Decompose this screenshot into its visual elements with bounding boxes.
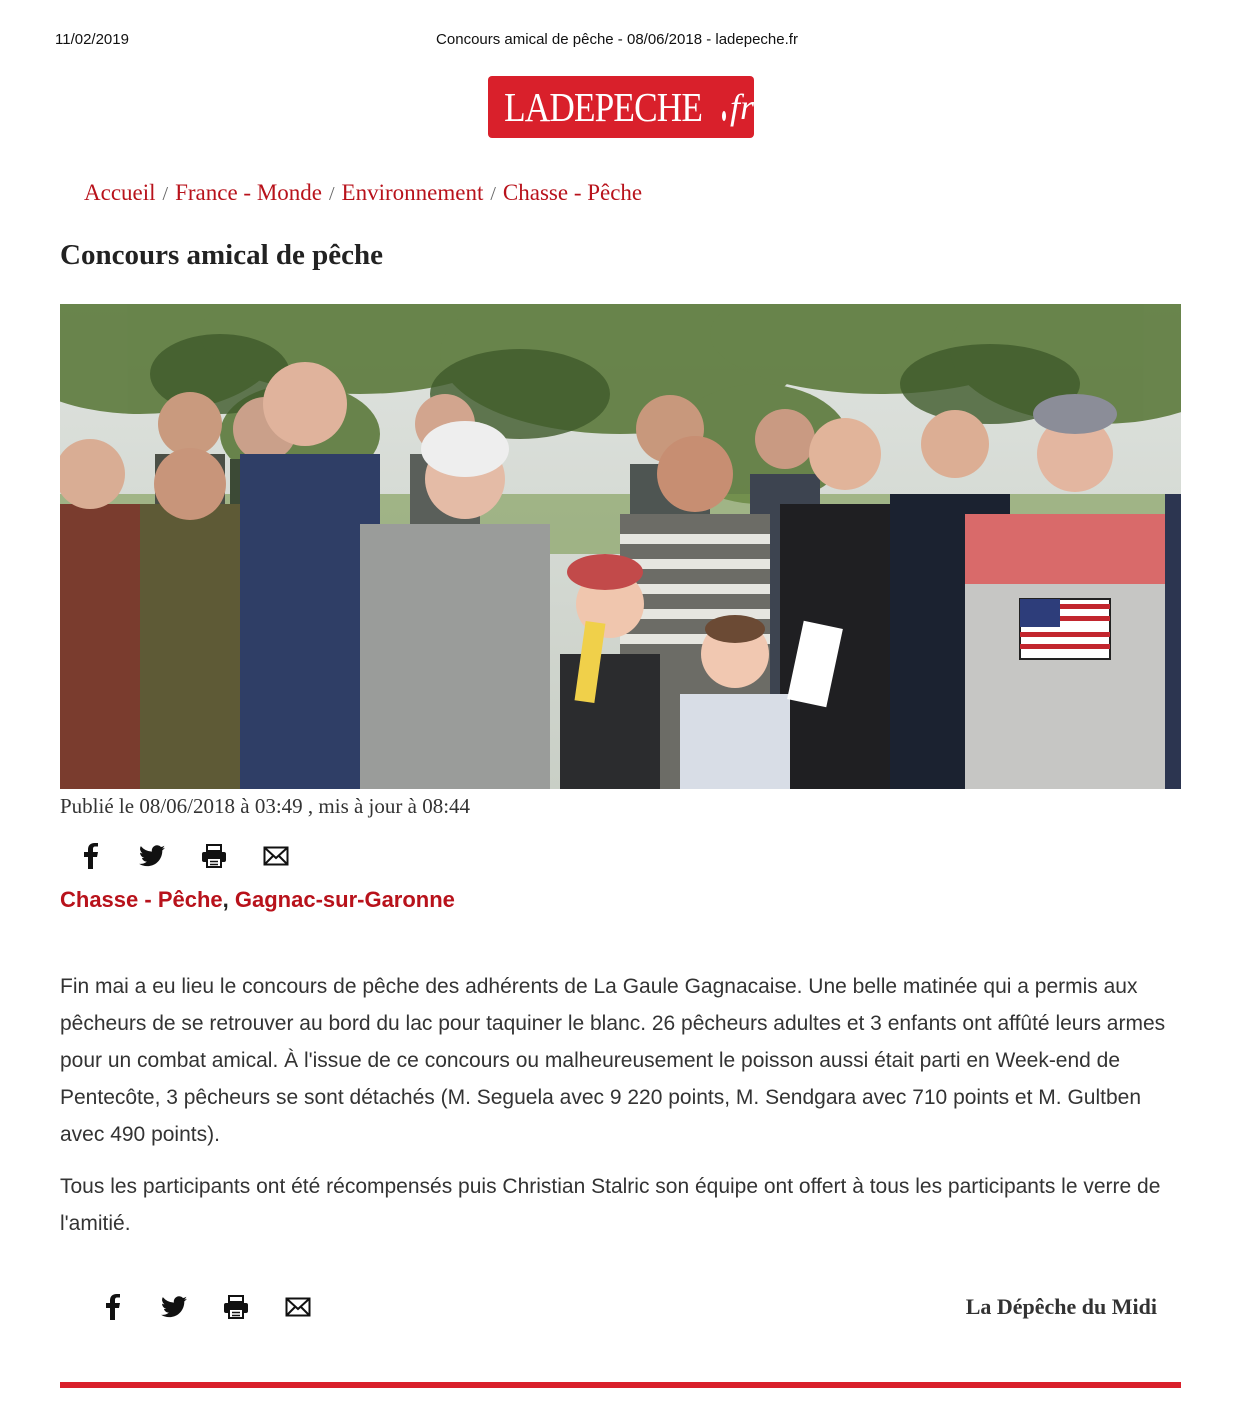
footer-divider	[60, 1382, 1181, 1388]
breadcrumb	[84, 180, 642, 206]
print-icon[interactable]	[222, 1293, 250, 1321]
article-body	[60, 968, 1180, 1257]
article-meta: Publié le 08/06/2018 à 03:49 , mis à jour à 08:44	[60, 794, 471, 818]
tag-separator: ,	[222, 887, 235, 912]
article-tags	[60, 887, 455, 913]
twitter-icon[interactable]	[160, 1293, 188, 1321]
breadcrumb-separator: /	[490, 183, 496, 205]
breadcrumb-separator: /	[328, 183, 335, 205]
logo-dot	[722, 111, 726, 121]
print-icon[interactable]	[200, 842, 228, 870]
tag-chasse-peche[interactable]: Chasse - Pêche	[60, 887, 223, 912]
article-paragraph: Fin mai a eu lieu le concours de pêche des adhérents de La Gaule Gagnacaise. Une belle matinée qui a permis aux pêcheurs de se retrouver au bord du lac pour taquiner le blanc. 26 pêcheurs adultes et 3 enfants ont affûté leurs armes pour un combat amical. À l'issue de ce concours ou malheureusement le poisson aussi était parti en Week-end de Pentecôte, 3 pêcheurs se sont détachés (M. Seguela avec 9 220 points, M. Sendgara avec 710 points et M. Gultben avec 490 points).	[60, 975, 1166, 1146]
tag-gagnac-sur-garonne[interactable]: Gagnac-sur-Garonne	[234, 887, 455, 912]
breadcrumb-accueil[interactable]: Accueil	[84, 180, 156, 205]
print-date: 11/02/2019	[55, 31, 129, 48]
mail-icon[interactable]	[262, 842, 290, 870]
logo-brand: LADEPECHE	[504, 84, 703, 130]
facebook-icon[interactable]	[76, 842, 104, 870]
breadcrumb-environnement[interactable]: Environnement	[341, 180, 484, 205]
breadcrumb-separator: /	[162, 183, 169, 205]
twitter-icon[interactable]	[138, 842, 166, 870]
breadcrumb-chasse-peche[interactable]: Chasse - Pêche	[502, 180, 643, 205]
article-photo	[60, 304, 1181, 789]
share-bar-top	[76, 842, 290, 870]
print-page-title: Concours amical de pêche - 08/06/2018 - ladepeche.fr	[436, 31, 798, 48]
article-title: Concours amical de pêche	[60, 239, 383, 271]
mail-icon[interactable]	[284, 1293, 312, 1321]
site-logo[interactable]	[488, 76, 754, 138]
share-bar-bottom	[98, 1293, 312, 1321]
article-paragraph: Tous les participants ont été récompensés puis Christian Stalric son équipe ont offert à tous les participants le verre de l'amitié.	[60, 1175, 1161, 1235]
logo-tld: fr	[729, 87, 754, 127]
article-source: La Dépêche du Midi	[965, 1294, 1157, 1319]
facebook-icon[interactable]	[98, 1293, 126, 1321]
breadcrumb-france-monde[interactable]: France - Monde	[175, 180, 322, 205]
